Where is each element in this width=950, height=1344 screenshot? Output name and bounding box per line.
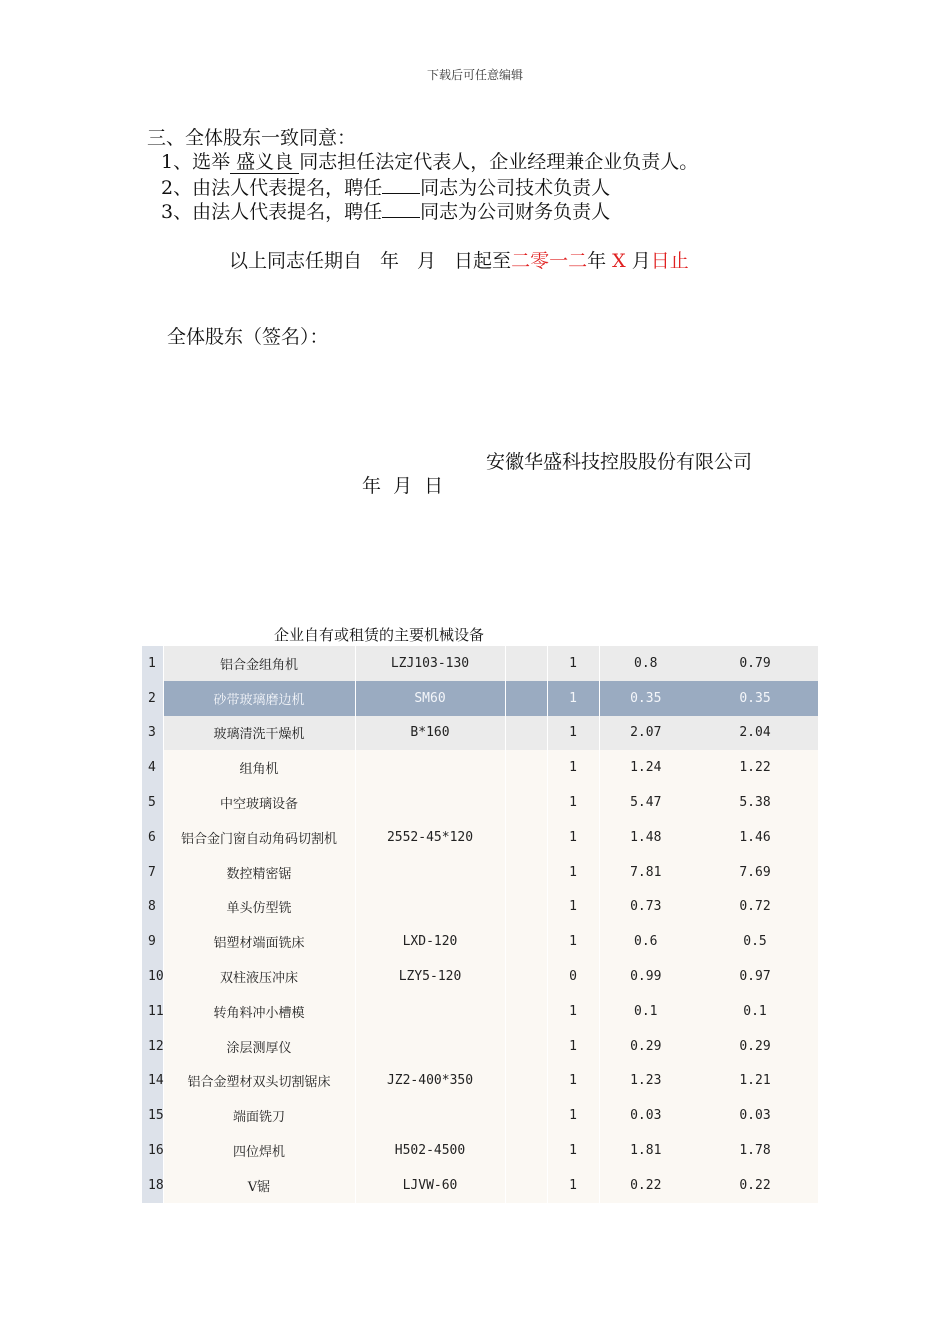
equipment-model: LXD-120 [355, 924, 505, 959]
spacer-cell [505, 1133, 547, 1168]
equipment-name: 端面铣刀 [163, 1098, 355, 1133]
row-number: 3 [142, 716, 163, 751]
table-row[interactable] [142, 716, 818, 751]
equipment-quantity: 1 [547, 1133, 599, 1168]
equipment-value-2: 0.1 [692, 994, 818, 1029]
spacer-cell [505, 890, 547, 925]
equipment-model [355, 855, 505, 890]
equipment-name: 组角机 [163, 750, 355, 785]
equipment-quantity: 1 [547, 646, 599, 681]
equipment-value-1: 0.8 [599, 646, 692, 681]
table-row[interactable] [142, 1098, 818, 1133]
equipment-name: 双柱液压冲床 [163, 959, 355, 994]
spacer-cell [505, 785, 547, 820]
term-month: 月 [417, 250, 437, 272]
finance-lead-blank[interactable] [382, 199, 420, 218]
equipment-model: LJVW-60 [355, 1168, 505, 1203]
equipment-value-1: 1.24 [599, 750, 692, 785]
row-number: 14 [142, 1064, 163, 1099]
equipment-model: H502-4500 [355, 1133, 505, 1168]
item3-prefix: 3、由法人代表提名，聘任 [161, 201, 383, 223]
spacer-cell [505, 716, 547, 751]
spacer-cell [505, 820, 547, 855]
equipment-quantity: 0 [547, 959, 599, 994]
spacer-cell [505, 1064, 547, 1099]
equipment-value-1: 2.07 [599, 716, 692, 751]
table-row[interactable] [142, 890, 818, 925]
equipment-value-1: 0.22 [599, 1168, 692, 1203]
equipment-value-2: 0.79 [692, 646, 818, 681]
equipment-value-1: 1.81 [599, 1133, 692, 1168]
tech-lead-blank[interactable] [382, 175, 420, 194]
spacer-cell [505, 1029, 547, 1064]
row-number: 2 [142, 681, 163, 716]
row-number: 5 [142, 785, 163, 820]
table-row[interactable] [142, 924, 818, 959]
item2-suffix: 同志为公司技术负责人 [420, 177, 611, 199]
table-row[interactable] [142, 959, 818, 994]
row-number: 10 [142, 959, 163, 994]
equipment-model: JZ2-400*350 [355, 1064, 505, 1099]
term-end-month: X [612, 250, 626, 272]
equipment-quantity: 1 [547, 716, 599, 751]
table-row[interactable] [142, 646, 818, 681]
equipment-value-2: 1.21 [692, 1064, 818, 1099]
item3-suffix: 同志为公司财务负责人 [420, 201, 611, 223]
spacer-cell [505, 959, 547, 994]
table-row[interactable] [142, 750, 818, 785]
table-row[interactable] [142, 855, 818, 890]
spacer-cell [505, 681, 547, 716]
equipment-value-2: 7.69 [692, 855, 818, 890]
table-row[interactable] [142, 994, 818, 1029]
table-row[interactable] [142, 820, 818, 855]
equipment-value-2: 0.97 [692, 959, 818, 994]
equipment-name: 转角料冲小槽模 [163, 994, 355, 1029]
equipment-model: 2552-45*120 [355, 820, 505, 855]
equipment-quantity: 1 [547, 1029, 599, 1064]
equipment-model [355, 750, 505, 785]
equipment-model: SM60 [355, 681, 505, 716]
equipment-name: 单头仿型铣 [163, 890, 355, 925]
row-number: 15 [142, 1098, 163, 1133]
spacer-cell [505, 1098, 547, 1133]
equipment-value-1: 0.29 [599, 1029, 692, 1064]
equipment-name: 铝合金门窗自动角码切割机 [163, 820, 355, 855]
equipment-name: 涂层测厚仪 [163, 1029, 355, 1064]
equipment-quantity: 1 [547, 785, 599, 820]
equipment-value-2: 5.38 [692, 785, 818, 820]
spacer-cell [505, 855, 547, 890]
equipment-value-1: 0.1 [599, 994, 692, 1029]
equipment-quantity: 1 [547, 890, 599, 925]
equipment-quantity: 1 [547, 1168, 599, 1203]
equipment-model [355, 890, 505, 925]
equipment-name: 玻璃清洗干燥机 [163, 716, 355, 751]
term-end-day: 日止 [650, 250, 689, 272]
term-prefix: 以上同志任期自 [229, 250, 363, 272]
signature-label: 全体股东（签名）： [167, 326, 329, 348]
item2-prefix: 2、由法人代表提名，聘任 [161, 177, 383, 199]
table-row[interactable] [142, 1168, 818, 1203]
row-number: 9 [142, 924, 163, 959]
equipment-value-2: 0.03 [692, 1098, 818, 1133]
resolution-item-1 [161, 150, 698, 174]
equipment-value-1: 0.73 [599, 890, 692, 925]
spacer-cell [505, 994, 547, 1029]
equipment-quantity: 1 [547, 924, 599, 959]
equipment-value-1: 7.81 [599, 855, 692, 890]
equipment-quantity: 1 [547, 994, 599, 1029]
equipment-value-2: 0.22 [692, 1168, 818, 1203]
term-day: 日起至 [454, 250, 512, 272]
row-number: 12 [142, 1029, 163, 1064]
equipment-name: 四位焊机 [163, 1133, 355, 1168]
equipment-value-1: 0.6 [599, 924, 692, 959]
equipment-table [142, 646, 819, 1203]
row-number: 7 [142, 855, 163, 890]
equipment-value-1: 0.03 [599, 1098, 692, 1133]
equipment-quantity: 1 [547, 681, 599, 716]
equipment-value-1: 1.48 [599, 820, 692, 855]
equipment-name: 砂带玻璃磨边机 [163, 681, 355, 716]
row-number: 6 [142, 820, 163, 855]
row-number: 1 [142, 646, 163, 681]
equipment-model [355, 785, 505, 820]
table-row[interactable] [142, 1133, 818, 1168]
table-row[interactable] [142, 681, 818, 716]
row-number: 18 [142, 1168, 163, 1203]
table-title: 企业自有或租赁的主要机械设备 [274, 626, 485, 644]
term-year: 年 [380, 250, 400, 272]
equipment-quantity: 1 [547, 750, 599, 785]
equipment-model: LZJ103-130 [355, 646, 505, 681]
equipment-model [355, 1098, 505, 1133]
equipment-value-2: 0.29 [692, 1029, 818, 1064]
equipment-value-2: 0.5 [692, 924, 818, 959]
table-row[interactable] [142, 1029, 818, 1064]
table-row[interactable] [142, 785, 818, 820]
item1-prefix: 1、选举 [161, 151, 231, 173]
equipment-model [355, 1029, 505, 1064]
term-nian: 年 [587, 250, 607, 272]
equipment-value-1: 1.23 [599, 1064, 692, 1099]
equipment-value-2: 0.35 [692, 681, 818, 716]
legal-rep-name: 盛义良 [230, 151, 299, 174]
spacer-cell [505, 750, 547, 785]
date-line: 年 月 日 [362, 475, 444, 497]
equipment-value-2: 1.22 [692, 750, 818, 785]
spacer-cell [505, 646, 547, 681]
equipment-name: 数控精密锯 [163, 855, 355, 890]
resolution-item-3 [161, 199, 610, 224]
equipment-name: V锯 [163, 1168, 355, 1203]
equipment-name: 铝合金塑材双头切割锯床 [163, 1064, 355, 1099]
section-heading: 三、全体股东一致同意： [147, 127, 357, 149]
spacer-cell [505, 924, 547, 959]
equipment-name: 铝合金组角机 [163, 646, 355, 681]
equipment-value-2: 1.46 [692, 820, 818, 855]
equipment-value-1: 0.99 [599, 959, 692, 994]
row-number: 11 [142, 994, 163, 1029]
equipment-name: 铝塑材端面铣床 [163, 924, 355, 959]
equipment-model [355, 994, 505, 1029]
equipment-name: 中空玻璃设备 [163, 785, 355, 820]
equipment-quantity: 1 [547, 1098, 599, 1133]
item1-suffix: 同志担任法定代表人，企业经理兼企业负责人。 [299, 151, 699, 173]
row-number: 8 [142, 890, 163, 925]
term-line [229, 249, 689, 273]
equipment-table-body [142, 646, 818, 1203]
table-row[interactable] [142, 1064, 818, 1099]
equipment-value-2: 2.04 [692, 716, 818, 751]
company-name: 安徽华盛科技控股股份有限公司 [486, 451, 753, 473]
resolution-item-2 [161, 175, 610, 200]
equipment-value-2: 0.72 [692, 890, 818, 925]
row-number: 16 [142, 1133, 163, 1168]
term-yue: 月 [631, 250, 651, 272]
equipment-value-1: 0.35 [599, 681, 692, 716]
spacer-cell [505, 1168, 547, 1203]
equipment-quantity: 1 [547, 855, 599, 890]
equipment-model: LZY5-120 [355, 959, 505, 994]
header-note: 下载后可任意编辑 [426, 68, 523, 82]
row-number: 4 [142, 750, 163, 785]
equipment-value-2: 1.78 [692, 1133, 818, 1168]
equipment-quantity: 1 [547, 820, 599, 855]
equipment-model: B*160 [355, 716, 505, 751]
equipment-value-1: 5.47 [599, 785, 692, 820]
term-end-year: 二零一二 [511, 250, 588, 272]
equipment-quantity: 1 [547, 1064, 599, 1099]
